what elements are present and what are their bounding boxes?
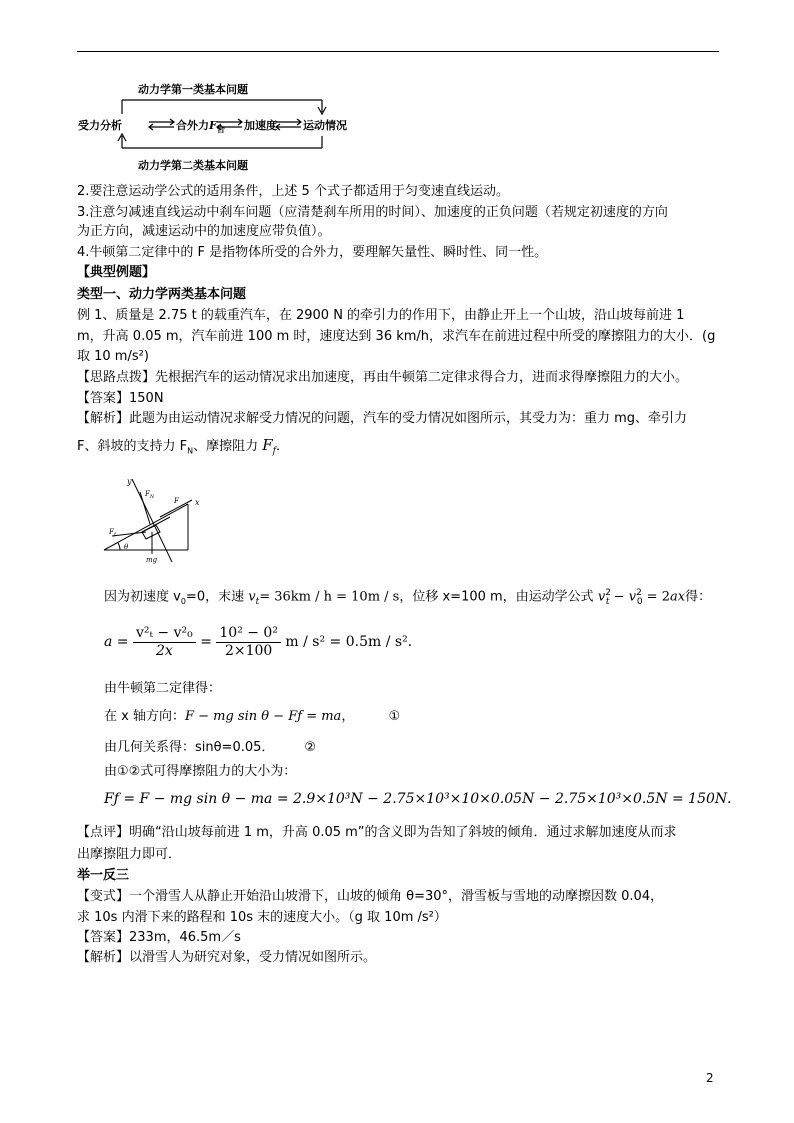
- flow-item-acceleration: 加速度: [244, 119, 277, 132]
- page-number: 2: [706, 1071, 714, 1085]
- flow-item-net-force: 合外力$F_合$: [176, 119, 225, 135]
- flow-top-label: 动力学第一类基本问题: [138, 83, 248, 96]
- flow-diagram: [78, 78, 368, 174]
- variant-line1: 【变式】一个滑雪人从静止开始沿山坡滑下，山坡的倾角 θ=30°，滑雪板与雪地的动摩擦因数 0.04，: [77, 889, 664, 904]
- example1-analysis-line1: 【解析】此题为由运动情况求解受力情况的问题，汽车的受力情况如图所示，其受力为：重力 mg、牵引力: [77, 411, 688, 426]
- flow-bottom-label: 动力学第二类基本问题: [138, 159, 248, 172]
- solution-line1: 因为初速度 $v_0=0$，末速 $v_t= 36km / h = 10m / s$，位移 x=100 m，由运动学公式 $v^2_t - v^2_0 = 2ax$得：: [104, 588, 712, 607]
- type-heading: 类型一、动力学两类基本问题: [77, 287, 247, 302]
- note-3-line1: 3.注意匀减速直线运动中刹车问题（应清楚刹车所用的时间）、加速度的正负问题（若规定初速度的方向: [77, 205, 668, 220]
- fig-label-fn: $F_N$: [145, 490, 155, 500]
- example1-analysis-line2: F、斜坡的支持力 $F_N$、摩擦阻力 $F_f$．: [77, 436, 290, 457]
- practice-heading: 举一反三: [77, 868, 130, 883]
- note-4: 4.牛顿第二定律中的 F 是指物体所受的合外力，要理解矢量性、瞬时性、同一性。: [77, 245, 548, 260]
- note-2: 2.要注意运动学公式的适用条件，上述 5 个式子都适用于匀变速直线运动。: [77, 184, 509, 199]
- force-diagram-svg: [100, 474, 210, 566]
- solution-eq-a: a = $\frac{\text{v²ₜ − v²₀}}{2x}$ = $\frac{\text{10² − 0²}}{2\times 100}$ m / s² = 0.5m / s²．: [104, 624, 422, 659]
- force-diagram: [100, 474, 210, 566]
- header-rule: [77, 51, 719, 52]
- variant-analysis: 【解析】以滑雪人为研究对象，受力情况如图所示。: [77, 950, 377, 965]
- comment-line2: 出摩擦阻力即可．: [77, 847, 182, 862]
- fig-label-f: F: [174, 497, 179, 505]
- solution-line7: Fƒ = F − mg sin θ − ma = 2.9×10³N − 2.75×10³×10×0.05N − 2.75×10³×0.5N = 150N．: [104, 791, 742, 807]
- example1-answer: 【答案】150N: [77, 391, 164, 406]
- example1-line3: 取 10 m/s²): [77, 349, 149, 364]
- flow-item-motion: 运动情况: [303, 119, 347, 132]
- note-3-line2: 为正方向，减速运动中的加速度应带负值）。: [77, 224, 331, 239]
- example1-hint: 【思路点拨】先根据汽车的运动情况求出加速度，再由牛顿第二定律求得合力，进而求得摩擦阻力的大小。: [77, 370, 689, 385]
- fig-label-y: y: [127, 477, 132, 486]
- flow-item-force-analysis: 受力分析: [78, 119, 122, 132]
- fig-label-ff: $F_f$: [109, 528, 116, 538]
- fig-label-x: x: [195, 498, 200, 507]
- example1-line2: m，升高 0.05 m，汽车前进 100 m 时，速度达到 36 km/h，求汽车在前进过程中所受的摩擦阻力的大小．(g: [77, 329, 716, 344]
- variant-line2: 求 10s 内滑下来的路程和 10s 末的速度大小。（g 取 10m /s²）: [77, 910, 447, 925]
- section-heading: 【典型例题】: [77, 265, 156, 280]
- variant-answer: 【答案】233m，46.5m／s: [77, 930, 241, 945]
- solution-line5: 由几何关系得：sinθ=0.05． ②: [104, 740, 317, 755]
- solution-line6: 由①②式可得摩擦阻力的大小为：: [104, 764, 297, 779]
- fig-label-mg: mg: [146, 556, 158, 564]
- example1-line1: 例 1、质量是 2.75 t 的载重汽车，在 2900 N 的牵引力的作用下，由静止开上一个山坡，沿山坡每前进 1: [77, 308, 685, 323]
- solution-line3: 由牛顿第二定律得：: [104, 681, 222, 696]
- comment-line1: 【点评】明确“沿山坡每前进 1 m，升高 0.05 m”的含义即为告知了斜坡的倾角．通过求解加速度从而求: [77, 825, 677, 840]
- solution-line4: 在 x 轴方向：F − mg sin θ − Fƒ = ma， ①: [104, 709, 401, 724]
- fig-label-theta: θ: [124, 543, 129, 551]
